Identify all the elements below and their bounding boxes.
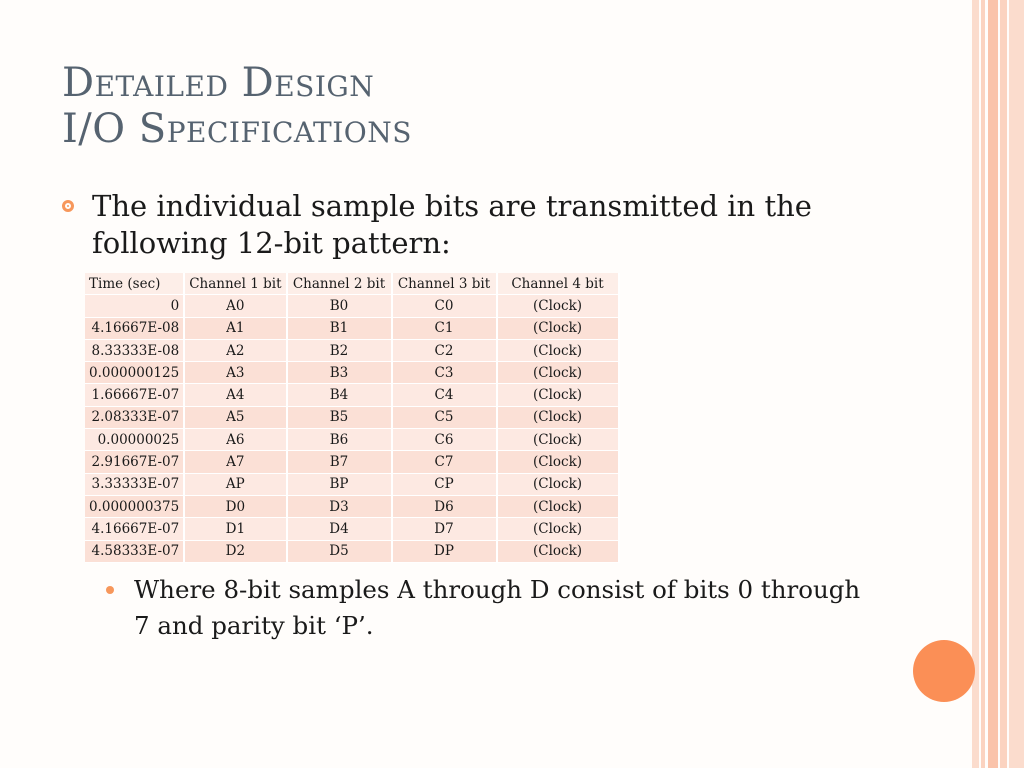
cell-channel-4: (Clock) [497,317,619,339]
table-row [85,451,619,473]
cell-time: 3.33333E-07 [85,473,184,495]
table-row [85,429,619,451]
stripe [981,0,985,768]
cell-channel-2: B2 [287,339,392,361]
cell-time: 0.000000375 [85,495,184,517]
cell-channel-1: A0 [184,295,286,317]
column-header-channel-2: Channel 2 bit [287,273,392,295]
cell-channel-3: C1 [392,317,497,339]
cell-channel-4: (Clock) [497,295,619,317]
cell-channel-1: D2 [184,540,286,562]
cell-channel-3: D6 [392,495,497,517]
cell-time: 0.000000125 [85,362,184,384]
main-bullet [62,188,902,262]
cell-channel-2: B3 [287,362,392,384]
table-row [85,406,619,428]
cell-time: 4.58333E-07 [85,540,184,562]
cell-channel-4: (Clock) [497,495,619,517]
cell-time: 4.16667E-08 [85,317,184,339]
cell-channel-4: (Clock) [497,518,619,540]
cell-channel-3: C5 [392,406,497,428]
cell-time: 4.16667E-07 [85,518,184,540]
cell-channel-2: D5 [287,540,392,562]
sub-bullet [106,572,866,644]
cell-channel-2: B6 [287,429,392,451]
title-line-2: I/O Specifications [62,106,412,152]
cell-channel-1: A5 [184,406,286,428]
cell-channel-1: A3 [184,362,286,384]
cell-channel-3: DP [392,540,497,562]
cell-channel-3: C3 [392,362,497,384]
cell-channel-4: (Clock) [497,339,619,361]
main-bullet-text: The individual sample bits are transmitted in the following 12-bit pattern: [92,189,812,260]
cell-channel-1: A6 [184,429,286,451]
table-body [85,295,619,563]
cell-channel-3: C2 [392,339,497,361]
cell-channel-4: (Clock) [497,451,619,473]
ring-bullet-icon [62,200,74,212]
table-row [85,384,619,406]
table-row [85,295,619,317]
cell-channel-3: C7 [392,451,497,473]
cell-channel-3: C0 [392,295,497,317]
cell-channel-3: C4 [392,384,497,406]
stripe [1000,0,1007,768]
cell-channel-2: B1 [287,317,392,339]
cell-channel-1: D0 [184,495,286,517]
stripe [972,0,979,768]
bit-pattern-table [85,273,620,563]
cell-channel-1: AP [184,473,286,495]
cell-channel-3: D7 [392,518,497,540]
column-header-time: Time (sec) [85,273,184,295]
cell-channel-2: D3 [287,495,392,517]
stripe [988,0,998,768]
table-header-row [85,273,619,295]
cell-channel-4: (Clock) [497,540,619,562]
cell-time: 2.91667E-07 [85,451,184,473]
cell-channel-4: (Clock) [497,362,619,384]
table-row [85,317,619,339]
cell-time: 1.66667E-07 [85,384,184,406]
table-row [85,473,619,495]
cell-channel-2: B0 [287,295,392,317]
cell-channel-2: B7 [287,451,392,473]
cell-channel-4: (Clock) [497,473,619,495]
cell-channel-1: A2 [184,339,286,361]
cell-channel-4: (Clock) [497,406,619,428]
decorative-side-stripes [972,0,1024,768]
column-header-channel-3: Channel 3 bit [392,273,497,295]
cell-time: 8.33333E-08 [85,339,184,361]
column-header-channel-1: Channel 1 bit [184,273,286,295]
cell-channel-1: A7 [184,451,286,473]
table-row [85,518,619,540]
table-row [85,540,619,562]
stripe [1009,0,1024,768]
cell-channel-4: (Clock) [497,429,619,451]
column-header-channel-4: Channel 4 bit [497,273,619,295]
cell-channel-1: A4 [184,384,286,406]
table-row [85,339,619,361]
cell-channel-2: BP [287,473,392,495]
cell-channel-3: CP [392,473,497,495]
cell-channel-2: B5 [287,406,392,428]
cell-channel-2: D4 [287,518,392,540]
cell-channel-2: B4 [287,384,392,406]
cell-channel-1: A1 [184,317,286,339]
cell-time: 0.00000025 [85,429,184,451]
cell-time: 2.08333E-07 [85,406,184,428]
table-row [85,362,619,384]
dot-bullet-icon [106,586,114,594]
cell-channel-1: D1 [184,518,286,540]
table-row [85,495,619,517]
cell-channel-3: C6 [392,429,497,451]
sub-bullet-text: Where 8-bit samples A through D consist of bits 0 through 7 and parity bit ‘P’. [134,575,861,640]
cell-channel-4: (Clock) [497,384,619,406]
cell-time: 0 [85,295,184,317]
title-line-1: Detailed Design [62,60,375,106]
decorative-circle [913,640,975,702]
slide-title [62,60,412,152]
